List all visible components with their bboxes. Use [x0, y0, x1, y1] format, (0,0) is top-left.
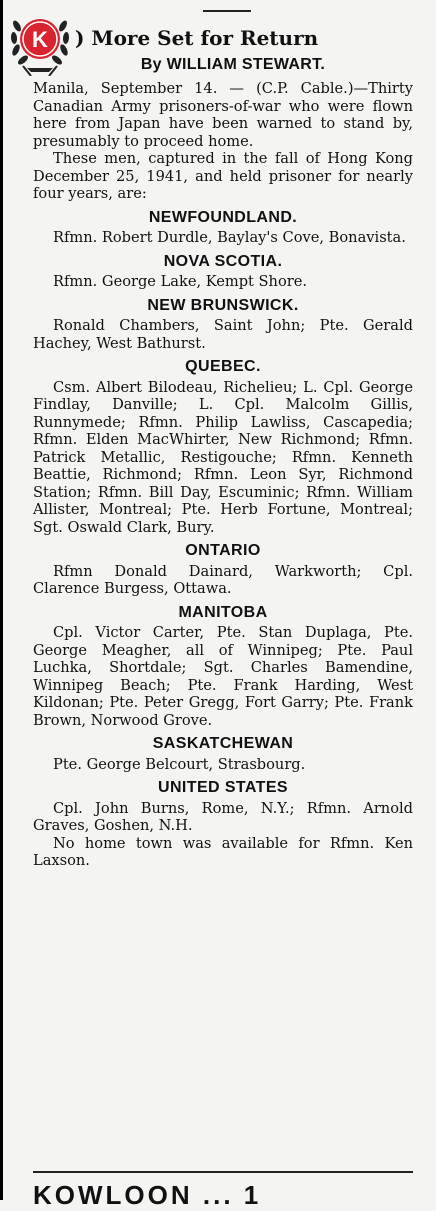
section-heading-quebec: QUEBEC. [185, 358, 261, 375]
section-body-saskatchewan: Pte. George Belcourt, Strasbourg. [53, 755, 306, 773]
section-heading-manitoba: MANITOBA [178, 603, 268, 621]
section-body-quebec: Csm. Albert Bilodeau, Richelieu; L. Cpl. George Findlay, Danville; L. Cpl. Malcolm Gillis, Runnymede; Rfmn. Philip Lawliss, Cascapedia; Rfmn. Elden MacWhirter, New Richmond; Rfmn. Patrick Metallic, Restigouche; Rfmn. Kenneth Beattie, Richmond; Rfmn. Leon Syr, Richmond Station; Rfmn. Bill Day, Escuminic; Rfmn. William Allister, Montreal; Pte. Herb Fortune, Montreal; Sgt. Oswald Clark, Bury. [33, 378, 413, 536]
intro-paragraph: These men, captured in the fall of Hong Kong December 25, 1941, and held prisoner for nearly four years, are: [33, 150, 413, 202]
section-body-manitoba: Cpl. Victor Carter, Pte. Stan Duplaga, Pte. George Meagher, all of Winnipeg; Pte. Paul Luchka, Shortdale; Sgt. Charles Bamendine, Winnipeg Beach; Pte. Frank Harding, West Kildonan; Pte. Peter Gregg, Fort Garry; Pte. Frank Brown, Norwood Grove. [33, 624, 413, 729]
headline: ) More Set for Return [75, 26, 319, 50]
section-heading-ontario: ONTARIO [185, 542, 261, 559]
top-rule [203, 10, 251, 12]
logo-letter: K [32, 27, 48, 52]
next-headline: KOWLOON ... 1 [33, 1180, 262, 1210]
section-heading-newfoundland: NEWFOUNDLAND. [148, 208, 298, 226]
closing-paragraph: No home town was available for Rfmn. Ken Laxson. [33, 834, 413, 869]
section-body-united-states: Cpl. John Burns, Rome, N.Y.; Rfmn. Arnold Graves, Goshen, N.H. [33, 799, 413, 834]
section-heading-saskatchewan: SASKATCHEWAN [152, 735, 294, 752]
section-heading-nova-scotia: NOVA SCOTIA. [163, 252, 283, 270]
section-heading-new-brunswick: NEW BRUNSWICK. [147, 296, 299, 314]
section-heading-united-states: UNITED STATES [158, 779, 288, 796]
section-body-nova-scotia: Rfmn. George Lake, Kempt Shore. [53, 273, 307, 290]
section-body-new-brunswick: Ronald Chambers, Saint John; Pte. Gerald Hachey, West Bathurst. [33, 317, 413, 352]
bottom-rule [33, 1171, 413, 1173]
section-body-newfoundland: Rfmn. Robert Durdle, Baylay's Cove, Bonavista. [53, 229, 406, 246]
section-body-ontario: Rfmn Donald Dainard, Warkworth; Cpl. Clarence Burgess, Ottawa. [33, 562, 413, 597]
article-body [33, 80, 413, 870]
byline: By WILLIAM STEWART. [140, 56, 326, 73]
dateline-paragraph: Manila, September 14. — (C.P. Cable.)—Thirty Canadian Army prisoners-of-war who were flown here from Japan have been warned to stand by, presumably to proceed home. [33, 80, 413, 150]
